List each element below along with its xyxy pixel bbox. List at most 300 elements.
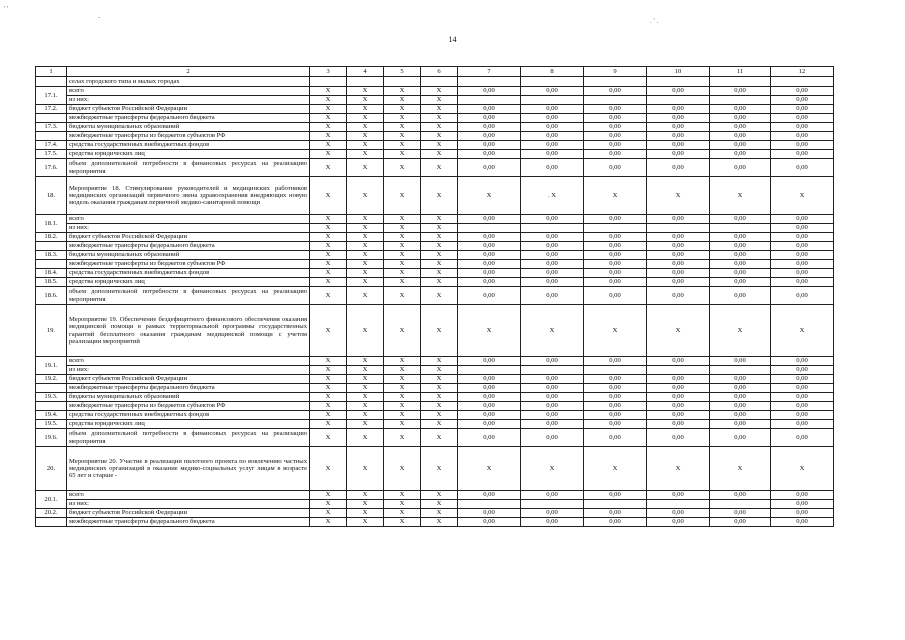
value-cell: X <box>421 242 458 251</box>
value-cell: 0,00 <box>710 278 771 287</box>
value-cell: 0,00 <box>521 269 584 278</box>
value-cell: X <box>347 491 384 500</box>
value-cell: X <box>347 215 384 224</box>
row-number-cell <box>36 132 67 141</box>
table-row <box>36 384 834 393</box>
value-cell: X <box>421 150 458 159</box>
value-cell: X <box>421 500 458 509</box>
value-cell: X <box>347 177 384 215</box>
value-cell <box>584 366 647 375</box>
value-cell: X <box>384 500 421 509</box>
value-cell: X <box>310 260 347 269</box>
value-cell: X <box>310 509 347 518</box>
value-cell: 0,00 <box>458 491 521 500</box>
value-cell: X <box>310 105 347 114</box>
value-cell: X <box>584 177 647 215</box>
value-cell: X <box>310 224 347 233</box>
value-cell <box>584 500 647 509</box>
value-cell: 0,00 <box>584 393 647 402</box>
value-cell: 0,00 <box>584 132 647 141</box>
value-cell: 0,00 <box>710 518 771 527</box>
value-cell: X <box>384 177 421 215</box>
value-cell: 0,00 <box>647 132 710 141</box>
table-row <box>36 141 834 150</box>
value-cell: 0,00 <box>584 260 647 269</box>
value-cell: X <box>384 518 421 527</box>
value-cell: X <box>421 375 458 384</box>
value-cell: X <box>310 269 347 278</box>
value-cell: X <box>584 305 647 357</box>
value-cell: X <box>347 509 384 518</box>
value-cell: X <box>421 251 458 260</box>
value-cell: 0,00 <box>647 402 710 411</box>
value-cell: 0,00 <box>710 509 771 518</box>
table-row <box>36 150 834 159</box>
value-cell: 0,00 <box>647 242 710 251</box>
row-label-cell: бюджет субъектов Российской Федерации <box>67 105 310 114</box>
value-cell: 0,00 <box>710 429 771 447</box>
value-cell: 0,00 <box>458 132 521 141</box>
value-cell <box>771 77 834 87</box>
value-cell: 0,00 <box>458 105 521 114</box>
table-row <box>36 242 834 251</box>
value-cell <box>647 366 710 375</box>
row-number-cell: 17.5. <box>36 150 67 159</box>
value-cell: 0,00 <box>710 251 771 260</box>
value-cell: 0,00 <box>458 123 521 132</box>
value-cell: 0,00 <box>771 96 834 105</box>
value-cell: 0,00 <box>710 150 771 159</box>
value-cell: X <box>421 159 458 177</box>
value-cell: X <box>347 420 384 429</box>
value-cell: X <box>310 420 347 429</box>
value-cell: 0,00 <box>521 215 584 224</box>
value-cell: X <box>384 87 421 96</box>
value-cell <box>521 224 584 233</box>
scan-mark: . ' . <box>650 17 659 25</box>
value-cell: 0,00 <box>521 141 584 150</box>
value-cell: X <box>421 215 458 224</box>
value-cell: X <box>384 357 421 366</box>
value-cell: 0,00 <box>771 251 834 260</box>
value-cell: 0,00 <box>458 242 521 251</box>
value-cell: 0,00 <box>458 233 521 242</box>
value-cell: 0,00 <box>584 384 647 393</box>
value-cell: X <box>347 159 384 177</box>
value-cell: 0,00 <box>521 123 584 132</box>
value-cell: 0,00 <box>458 411 521 420</box>
table-row <box>36 260 834 269</box>
value-cell: X <box>310 287 347 305</box>
row-number-cell: 17.2. <box>36 105 67 114</box>
table-row <box>36 420 834 429</box>
value-cell: X <box>310 429 347 447</box>
value-cell: 0,00 <box>647 114 710 123</box>
row-number-cell: 19.5. <box>36 420 67 429</box>
value-cell: 0,00 <box>584 114 647 123</box>
value-cell: 0,00 <box>584 215 647 224</box>
value-cell <box>458 366 521 375</box>
value-cell: X <box>384 366 421 375</box>
value-cell <box>647 500 710 509</box>
value-cell <box>521 366 584 375</box>
value-cell: 0,00 <box>771 402 834 411</box>
value-cell: X <box>384 242 421 251</box>
value-cell <box>584 224 647 233</box>
value-cell <box>647 77 710 87</box>
row-label-cell: бюджеты муниципальных образований <box>67 123 310 132</box>
value-cell: X <box>384 105 421 114</box>
header-cell: 11 <box>710 67 771 77</box>
value-cell: 0,00 <box>771 518 834 527</box>
value-cell: 0,00 <box>458 251 521 260</box>
value-cell: X <box>384 159 421 177</box>
value-cell <box>347 77 384 87</box>
value-cell: 0,00 <box>771 429 834 447</box>
scan-mark: ' ' <box>4 5 9 13</box>
value-cell <box>421 77 458 87</box>
table-row <box>36 287 834 305</box>
value-cell: X <box>384 114 421 123</box>
value-cell: X <box>384 260 421 269</box>
value-cell: X <box>384 402 421 411</box>
row-number-cell: 19.2. <box>36 375 67 384</box>
value-cell: X <box>384 96 421 105</box>
value-cell: 0,00 <box>771 215 834 224</box>
value-cell: 0,00 <box>647 260 710 269</box>
table-row <box>36 357 834 366</box>
value-cell: X <box>310 518 347 527</box>
value-cell: 0,00 <box>647 278 710 287</box>
value-cell: 0,00 <box>584 87 647 96</box>
value-cell: X <box>384 251 421 260</box>
value-cell: 0,00 <box>710 132 771 141</box>
value-cell: 0,00 <box>710 87 771 96</box>
value-cell: 0,00 <box>647 105 710 114</box>
row-label-cell: средства юридических лиц <box>67 420 310 429</box>
value-cell: 0,00 <box>458 159 521 177</box>
table-row <box>36 87 834 96</box>
value-cell <box>710 77 771 87</box>
value-cell: 0,00 <box>521 287 584 305</box>
value-cell: 0,00 <box>647 384 710 393</box>
value-cell: X <box>347 251 384 260</box>
table-row <box>36 366 834 375</box>
table-row <box>36 402 834 411</box>
row-label-cell: всего <box>67 357 310 366</box>
value-cell: X <box>347 357 384 366</box>
row-number-cell: 18.1. <box>36 215 67 233</box>
value-cell: X <box>384 375 421 384</box>
value-cell: 0,00 <box>521 260 584 269</box>
row-number-cell: 18.4. <box>36 269 67 278</box>
value-cell <box>458 500 521 509</box>
value-cell: X <box>710 447 771 491</box>
value-cell: 0,00 <box>771 224 834 233</box>
value-cell: 0,00 <box>521 87 584 96</box>
table-body <box>36 67 834 527</box>
value-cell: 0,00 <box>710 260 771 269</box>
row-number-cell <box>36 402 67 411</box>
row-label-cell: объем дополнительной потребности в финансовых ресурсах на реализацию мероприятия <box>67 429 310 447</box>
value-cell: 0,00 <box>584 123 647 132</box>
value-cell: X <box>384 509 421 518</box>
value-cell: X <box>384 447 421 491</box>
row-number-cell: 19.6. <box>36 429 67 447</box>
value-cell: X <box>347 269 384 278</box>
row-number-cell: 20. <box>36 447 67 491</box>
value-cell: 0,00 <box>771 393 834 402</box>
value-cell: 0,00 <box>647 150 710 159</box>
value-cell: X <box>384 287 421 305</box>
value-cell: 0,00 <box>584 251 647 260</box>
row-number-cell: 18.2. <box>36 233 67 242</box>
value-cell: 0,00 <box>584 429 647 447</box>
value-cell: X <box>458 447 521 491</box>
value-cell: X <box>421 411 458 420</box>
value-cell: 0,00 <box>710 114 771 123</box>
row-label-cell: объем дополнительной потребности в финансовых ресурсах на реализацию мероприятия <box>67 159 310 177</box>
value-cell: X <box>458 177 521 215</box>
value-cell: X <box>310 215 347 224</box>
value-cell: X <box>421 393 458 402</box>
value-cell: 0,00 <box>710 287 771 305</box>
value-cell: X <box>421 87 458 96</box>
value-cell: 0,00 <box>710 411 771 420</box>
value-cell: X <box>647 305 710 357</box>
row-label-cell: из них: <box>67 224 310 233</box>
value-cell: X <box>384 132 421 141</box>
row-label-cell: бюджеты муниципальных образований <box>67 251 310 260</box>
table-row <box>36 375 834 384</box>
value-cell: 0,00 <box>771 411 834 420</box>
value-cell: 0,00 <box>458 114 521 123</box>
value-cell: 0,00 <box>584 141 647 150</box>
value-cell: 0,00 <box>647 375 710 384</box>
value-cell: 0,00 <box>771 269 834 278</box>
value-cell: X <box>421 429 458 447</box>
row-label-cell: межбюджетные трансферты федерального бюджета <box>67 114 310 123</box>
value-cell: X <box>771 177 834 215</box>
value-cell: 0,00 <box>521 518 584 527</box>
value-cell: X <box>584 447 647 491</box>
row-label-cell: всего <box>67 491 310 500</box>
table-row <box>36 251 834 260</box>
value-cell: X <box>310 242 347 251</box>
value-cell: 0,00 <box>710 242 771 251</box>
value-cell: 0,00 <box>771 132 834 141</box>
value-cell: 0,00 <box>710 141 771 150</box>
value-cell: X <box>421 491 458 500</box>
row-number-cell <box>36 260 67 269</box>
row-label-cell: средства государственных внебюджетных фондов <box>67 269 310 278</box>
value-cell: X <box>310 402 347 411</box>
value-cell: X <box>310 305 347 357</box>
row-label-cell: средства юридических лиц <box>67 278 310 287</box>
budget-table <box>35 66 834 527</box>
table-row <box>36 233 834 242</box>
value-cell: X <box>384 420 421 429</box>
row-label-cell: средства государственных внебюджетных фондов <box>67 141 310 150</box>
table-row <box>36 393 834 402</box>
value-cell: 0,00 <box>521 402 584 411</box>
value-cell: X <box>521 305 584 357</box>
value-cell: 0,00 <box>771 420 834 429</box>
header-cell: 9 <box>584 67 647 77</box>
value-cell: 0,00 <box>521 429 584 447</box>
value-cell: X <box>347 260 384 269</box>
value-cell: X <box>310 447 347 491</box>
value-cell: X <box>347 429 384 447</box>
row-number-cell: 19. <box>36 305 67 357</box>
value-cell: 0,00 <box>771 500 834 509</box>
value-cell: 0,00 <box>771 357 834 366</box>
value-cell: 0,00 <box>521 150 584 159</box>
row-number-cell: 19.4. <box>36 411 67 420</box>
value-cell: 0,00 <box>710 393 771 402</box>
value-cell: X <box>710 305 771 357</box>
row-number-cell <box>36 242 67 251</box>
header-cell: 7 <box>458 67 521 77</box>
value-cell: X <box>384 393 421 402</box>
value-cell: 0,00 <box>584 150 647 159</box>
value-cell <box>521 77 584 87</box>
row-label-cell: бюджеты муниципальных образований <box>67 393 310 402</box>
row-label-cell: Мероприятие 18. Стимулирование руководителей и медицинских работников медицинских организаций первичного звена здравоохранения внедряющих новую модель оказания гражданам первичной медико-санитарной помощи <box>67 177 310 215</box>
value-cell: X <box>310 500 347 509</box>
value-cell: 0,00 <box>458 393 521 402</box>
value-cell: X <box>421 287 458 305</box>
value-cell: 0,00 <box>710 384 771 393</box>
value-cell <box>310 77 347 87</box>
value-cell: X <box>421 518 458 527</box>
value-cell: X <box>384 278 421 287</box>
value-cell: X <box>421 269 458 278</box>
row-label-cell: межбюджетные трансферты федерального бюджета <box>67 518 310 527</box>
value-cell: 0,00 <box>584 357 647 366</box>
value-cell: 0,00 <box>647 509 710 518</box>
value-cell: 0,00 <box>458 402 521 411</box>
value-cell: 0,00 <box>584 491 647 500</box>
value-cell: 0,00 <box>771 509 834 518</box>
value-cell: 0,00 <box>521 420 584 429</box>
value-cell: 0,00 <box>584 159 647 177</box>
value-cell: X <box>310 375 347 384</box>
row-number-cell: 18.5. <box>36 278 67 287</box>
table-row <box>36 77 834 87</box>
value-cell: X <box>421 357 458 366</box>
header-cell: 8 <box>521 67 584 77</box>
value-cell: X <box>647 177 710 215</box>
value-cell: 0,00 <box>458 269 521 278</box>
value-cell: X <box>347 150 384 159</box>
header-cell: 3 <box>310 67 347 77</box>
value-cell: X <box>384 224 421 233</box>
value-cell: X <box>421 233 458 242</box>
header-cell: 10 <box>647 67 710 77</box>
value-cell: 0,00 <box>647 269 710 278</box>
value-cell <box>521 96 584 105</box>
table-row <box>36 500 834 509</box>
row-label-cell: межбюджетные трансферты федерального бюджета <box>67 242 310 251</box>
row-label-cell: бюджет субъектов Российской Федерации <box>67 233 310 242</box>
table-row <box>36 159 834 177</box>
value-cell: 0,00 <box>771 105 834 114</box>
value-cell: X <box>310 393 347 402</box>
value-cell: 0,00 <box>647 287 710 305</box>
value-cell: 0,00 <box>458 518 521 527</box>
value-cell: 0,00 <box>521 105 584 114</box>
value-cell: X <box>310 251 347 260</box>
row-number-cell: 17.4. <box>36 141 67 150</box>
value-cell: 0,00 <box>647 159 710 177</box>
value-cell: X <box>310 233 347 242</box>
value-cell: X <box>347 447 384 491</box>
value-cell: 0,00 <box>521 491 584 500</box>
value-cell: X <box>310 491 347 500</box>
value-cell: 0,00 <box>771 233 834 242</box>
table-row <box>36 447 834 491</box>
table-row <box>36 509 834 518</box>
value-cell: 0,00 <box>584 509 647 518</box>
value-cell: 0,00 <box>771 159 834 177</box>
value-cell: 0,00 <box>521 159 584 177</box>
value-cell: 0,00 <box>584 278 647 287</box>
row-label-cell: бюджет субъектов Российской Федерации <box>67 375 310 384</box>
value-cell <box>647 224 710 233</box>
header-cell: 12 <box>771 67 834 77</box>
row-label-cell: межбюджетные трансферты из бюджетов субъектов РФ <box>67 402 310 411</box>
value-cell: 0,00 <box>710 123 771 132</box>
row-number-cell <box>36 114 67 123</box>
value-cell: X <box>384 269 421 278</box>
header-row <box>36 67 834 77</box>
value-cell: X <box>384 429 421 447</box>
value-cell: X <box>310 177 347 215</box>
table-row <box>36 215 834 224</box>
header-cell: 6 <box>421 67 458 77</box>
value-cell: X <box>771 305 834 357</box>
value-cell: 0,00 <box>710 215 771 224</box>
value-cell: 0,00 <box>458 141 521 150</box>
value-cell: 0,00 <box>458 357 521 366</box>
table-row <box>36 96 834 105</box>
value-cell: 0,00 <box>771 278 834 287</box>
value-cell: 0,00 <box>458 287 521 305</box>
value-cell: 0,00 <box>521 242 584 251</box>
header-cell: 4 <box>347 67 384 77</box>
value-cell: 0,00 <box>521 251 584 260</box>
value-cell: X <box>421 177 458 215</box>
value-cell: 0,00 <box>710 420 771 429</box>
value-cell: 0,00 <box>771 87 834 96</box>
value-cell: 0,00 <box>771 141 834 150</box>
row-label-cell: средства государственных внебюджетных фондов <box>67 411 310 420</box>
value-cell: 0,00 <box>458 509 521 518</box>
table-row <box>36 269 834 278</box>
row-number-cell: 17.1. <box>36 87 67 105</box>
row-label-cell: из них: <box>67 500 310 509</box>
value-cell: 0,00 <box>647 491 710 500</box>
value-cell: X <box>421 96 458 105</box>
row-number-cell: 18.3. <box>36 251 67 260</box>
value-cell: 0,00 <box>521 114 584 123</box>
value-cell: 0,00 <box>521 357 584 366</box>
value-cell: X <box>458 305 521 357</box>
table-row <box>36 224 834 233</box>
row-label-cell: Мероприятие 19. Обеспечение бездефицитного финансового обеспечения оказания медицинской помощи в рамках территориальной программы государственных гарантий бесплатного оказания гражданам медицинской помощи с учетом реализации мероприятий <box>67 305 310 357</box>
value-cell: 0,00 <box>584 269 647 278</box>
